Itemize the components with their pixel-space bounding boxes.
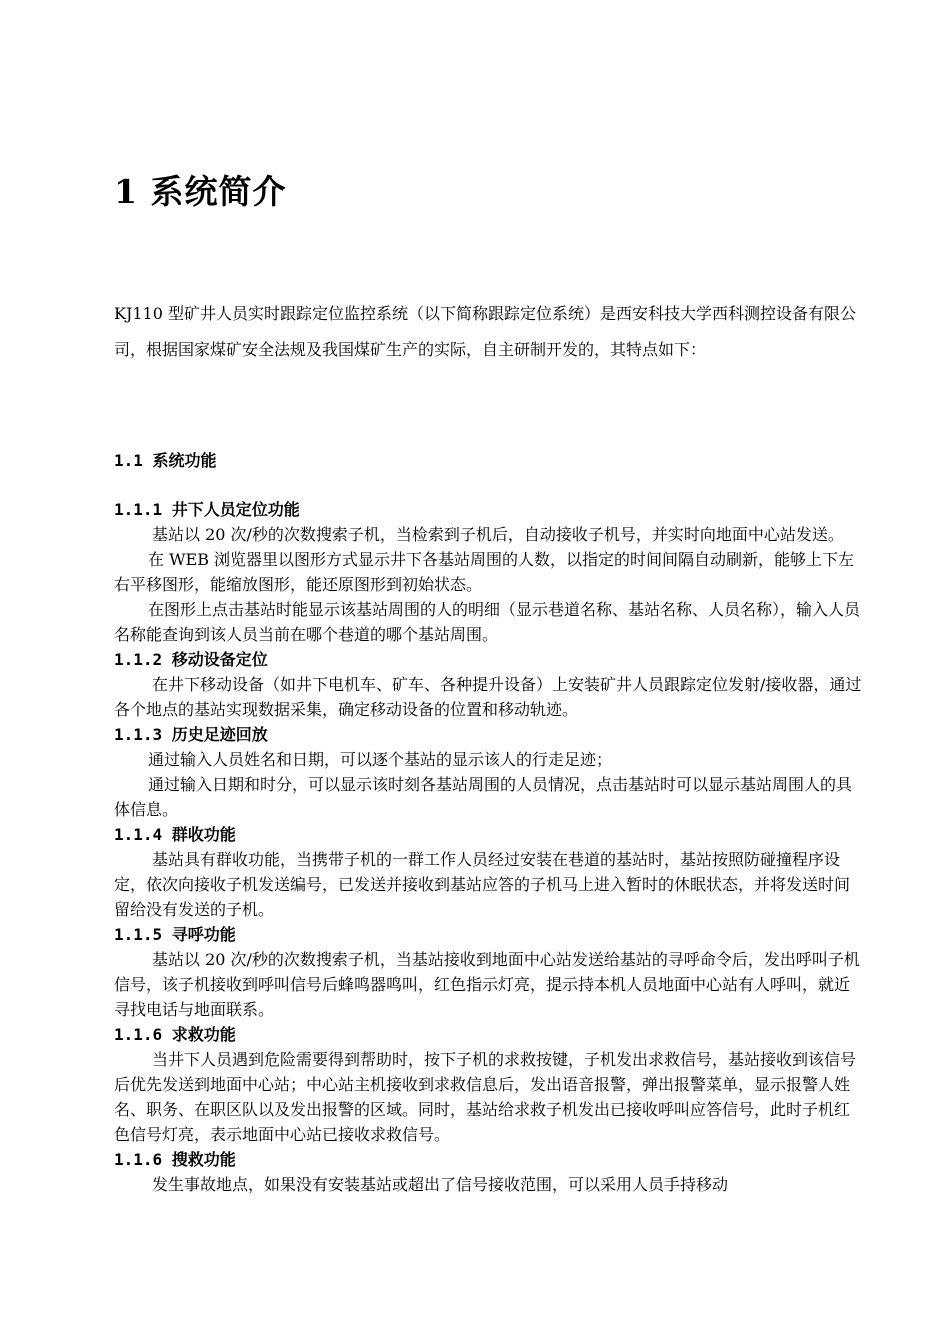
paragraph: 在 WEB 浏览器里以图形方式显示井下各基站周围的人数，以指定的时间间隔自动刷新，能够上下左右平移图形，能缩放图形，能还原图形到初始状态。	[114, 550, 855, 594]
intro-text: KJ110 型矿井人员实时跟踪定位监控系统（以下简称跟踪定位系统）是西安科技大学西科测控设备有限公司，根据国家煤矿安全法规及我国煤矿生产的实际，自主研制开发的，其特点如下：	[114, 304, 856, 359]
paragraph: 当井下人员遇到危险需要得到帮助时，按下子机的求救按键，子机发出求救信号，基站接收到该信号后优先发送到地面中心站；中心站主机接收到求救信息后，发出语音报警，弹出报警菜单，显示报警人姓名、职务、在职区队以及发出报警的区域。同时，基站给求救子机发出已接收呼叫应答信号，此时子机红色信号灯亮，表示地面中心站已接收求救信号。	[114, 1050, 857, 1144]
intro-paragraph	[114, 296, 864, 368]
section-title: 1.1 系统功能	[114, 451, 217, 470]
paragraph: 发生事故地点，如果没有安装基站或超出了信号接收范围，可以采用人员手持移动	[152, 1175, 729, 1194]
subsection-heading: 1.1.1 井下人员定位功能	[114, 500, 300, 519]
chapter-title: 1 系统简介	[114, 172, 287, 211]
section-body	[114, 497, 864, 1197]
paragraph: 基站具有群收功能，当携带子机的一群工作人员经过安装在巷道的基站时，基站按照防碰撞程序设定，依次向接收子机发送编号，已发送并接收到基站应答的子机马上进入暂时的休眠状态，并将发送时间留给没有发送的子机。	[114, 850, 851, 919]
subsection-heading: 1.1.6 求救功能	[114, 1025, 236, 1044]
subsection-heading: 1.1.6 搜救功能	[114, 1150, 236, 1169]
subsection-heading: 1.1.4 群收功能	[114, 825, 236, 844]
subsection-heading: 1.1.5 寻呼功能	[114, 925, 236, 944]
paragraph: 通过输入日期和时分，可以显示该时刻各基站周围的人员情况，点击基站时可以显示基站周围人的具体信息。	[114, 775, 853, 819]
paragraph: 基站以 20 次/秒的次数搜索子机，当基站接收到地面中心站发送给基站的寻呼命令后，发出呼叫子机信号，该子机接收到呼叫信号后蜂鸣器鸣叫，红色指示灯亮，提示持本机人员地面中心站有人呼叫，就近寻找电话与地面联系。	[114, 950, 860, 1019]
paragraph: 在井下移动设备（如井下电机车、矿车、各种提升设备）上安装矿井人员跟踪定位发射/接收器，通过各个地点的基站实现数据采集，确定移动设备的位置和移动轨迹。	[114, 675, 862, 719]
paragraph: 通过输入人员姓名和日期，可以逐个基站的显示该人的行走足迹；	[148, 750, 613, 769]
subsection-heading: 1.1.2 移动设备定位	[114, 650, 268, 669]
paragraph: 在图形上点击基站时能显示该基站周围的人的明细（显示巷道名称、基站名称、人员名称），输入人员名称能查询到该人员当前在哪个巷道的哪个基站周围。	[114, 600, 861, 644]
paragraph: 基站以 20 次/秒的次数搜索子机，当检索到子机后，自动接收子机号，并实时向地面中心站发送。	[152, 525, 844, 544]
subsection-heading: 1.1.3 历史足迹回放	[114, 725, 268, 744]
